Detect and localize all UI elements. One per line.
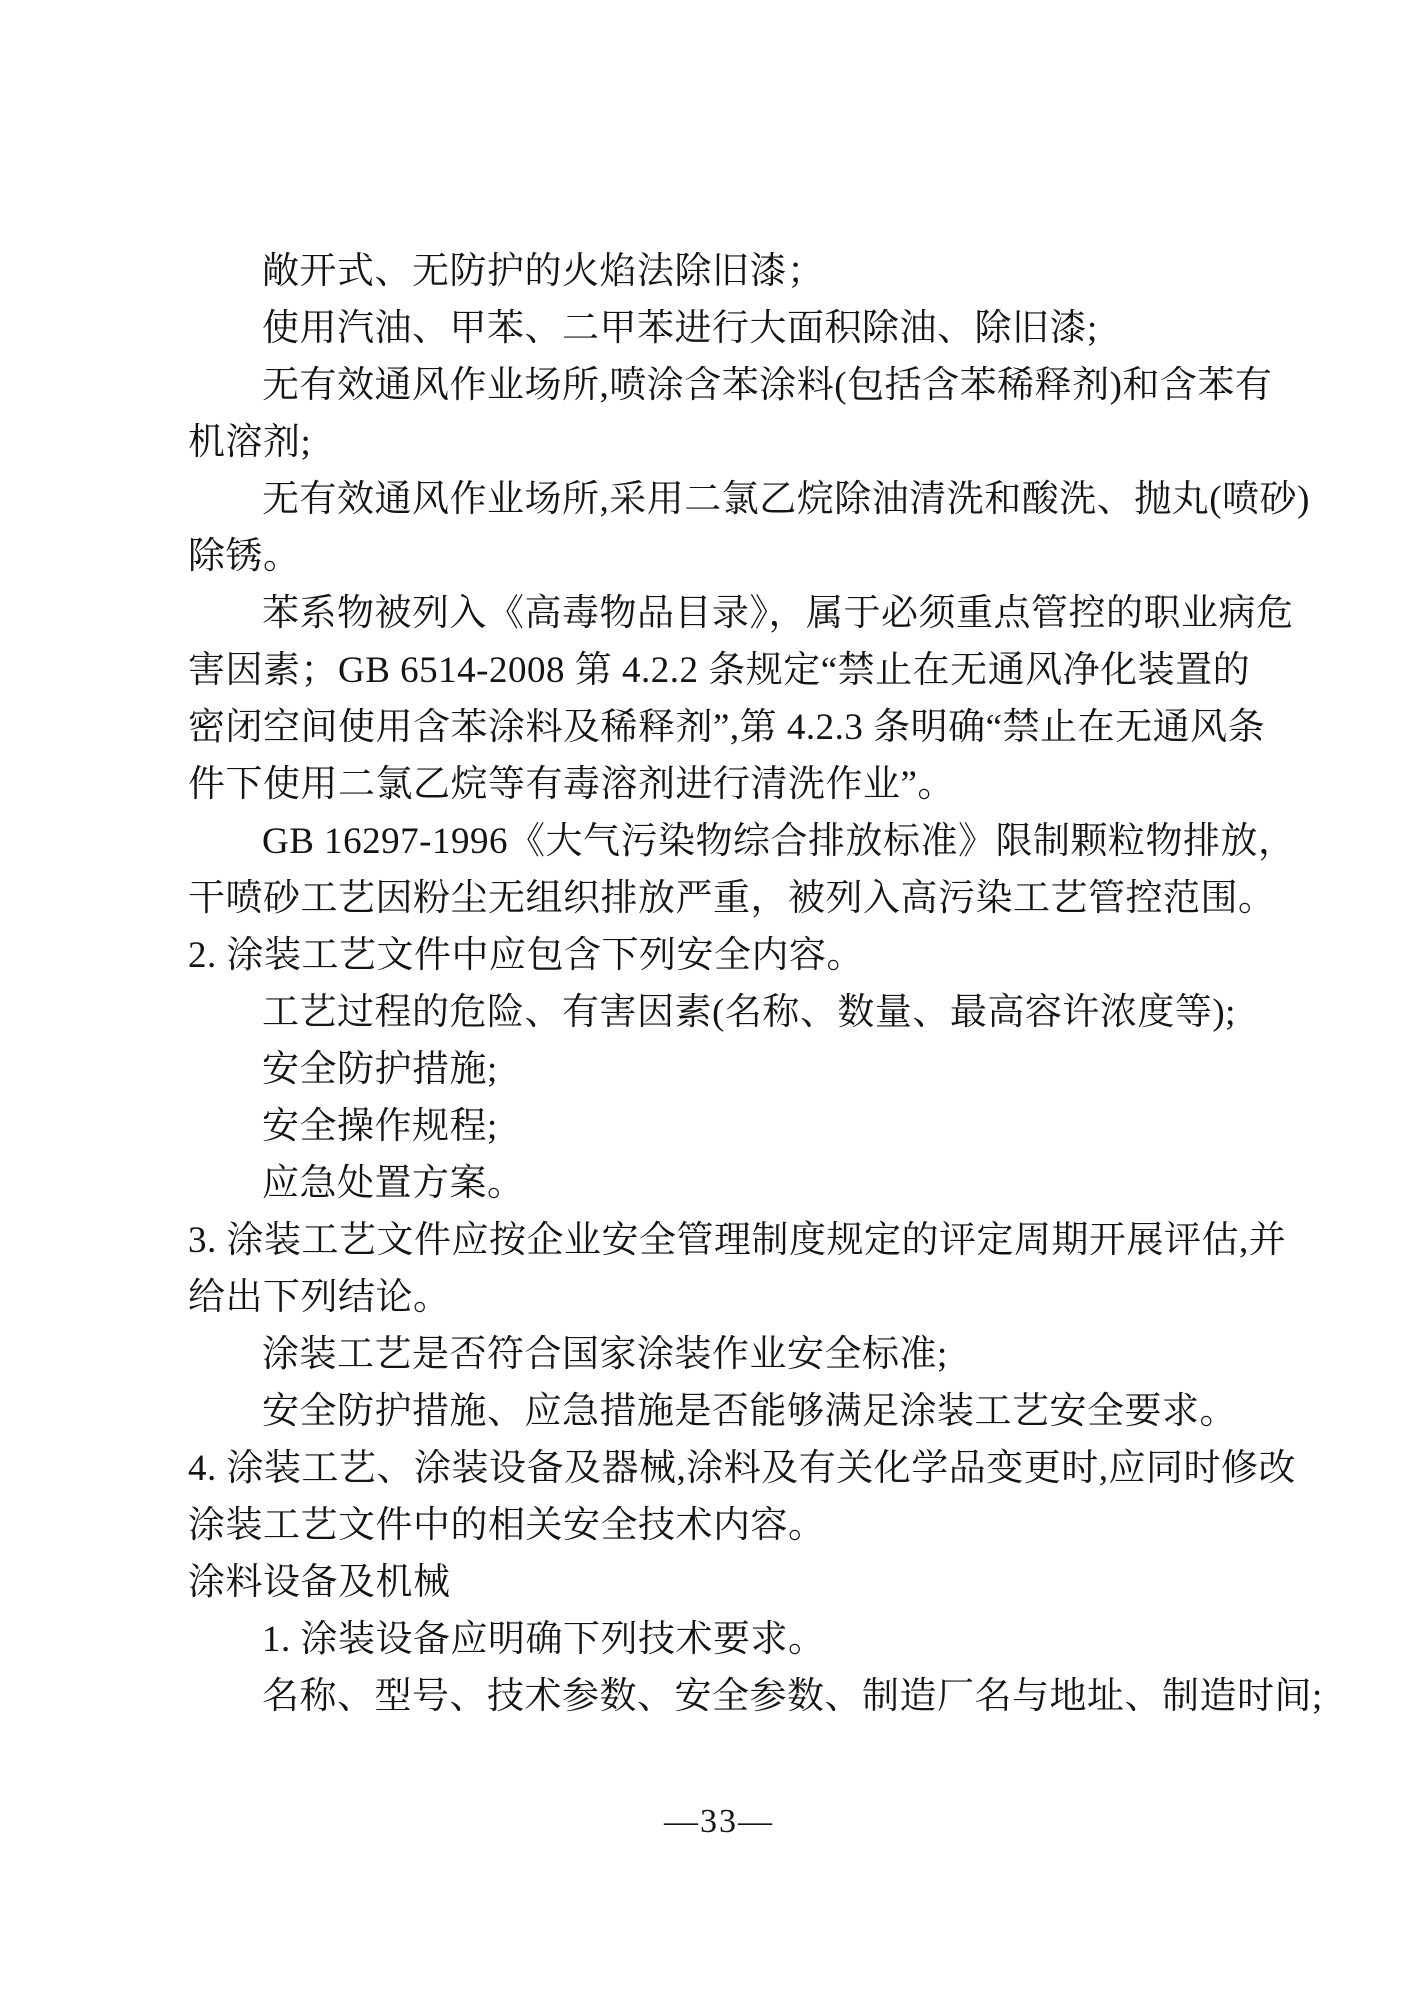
page-number: —33— — [664, 1803, 774, 1840]
document-text-block — [188, 243, 1323, 1725]
text-line: 件下使用二氯乙烷等有毒溶剂进行清洗作业”。 — [188, 764, 955, 805]
text-line: 涂料设备及机械 — [188, 1562, 451, 1603]
text-line: 应急处置方案。 — [262, 1163, 525, 1204]
text-line: 使用汽油、甲苯、二甲苯进行大面积除油、除旧漆; — [262, 308, 1098, 349]
text-line: 2. 涂装工艺文件中应包含下列安全内容。 — [188, 935, 864, 976]
text-line: 害因素；GB 6514-2008 第 4.2.2 条规定“禁止在无通风净化装置的 — [188, 650, 1251, 691]
text-line: 3. 涂装工艺文件应按企业安全管理制度规定的评定周期开展评估,并 — [188, 1220, 1287, 1261]
text-line: 密闭空间使用含苯涂料及稀释剂”,第 4.2.3 条明确“禁止在无通风条 — [188, 707, 1266, 748]
text-line: 无有效通风作业场所,喷涂含苯涂料(包括含苯稀释剂)和含苯有 — [262, 365, 1273, 406]
text-line: GB 16297-1996《大气污染物综合排放标准》限制颗粒物排放， — [262, 821, 1296, 862]
text-line: 安全操作规程; — [262, 1106, 498, 1147]
text-line: 干喷砂工艺因粉尘无组织排放严重，被列入高污染工艺管控范围。 — [188, 878, 1276, 919]
text-line: 工艺过程的危险、有害因素(名称、数量、最高容许浓度等); — [262, 992, 1236, 1033]
text-line: 4. 涂装工艺、涂装设备及器械,涂料及有关化学品变更时,应同时修改 — [188, 1448, 1296, 1489]
text-line: 苯系物被列入《高毒物品目录》，属于必须重点管控的职业病危 — [262, 593, 1294, 634]
text-line: 1. 涂装设备应明确下列技术要求。 — [262, 1619, 826, 1660]
text-line: 安全防护措施、应急措施是否能够满足涂装工艺安全要求。 — [262, 1391, 1237, 1432]
text-line: 敞开式、无防护的火焰法除旧漆； — [262, 251, 825, 292]
text-line: 涂装工艺是否符合国家涂装作业安全标准; — [262, 1334, 948, 1375]
text-line: 无有效通风作业场所,采用二氯乙烷除油清洗和酸洗、抛丸(喷砂) — [262, 479, 1310, 520]
text-line: 除锈。 — [188, 536, 301, 577]
text-line: 机溶剂; — [188, 422, 312, 463]
text-line: 涂装工艺文件中的相关安全技术内容。 — [188, 1505, 826, 1546]
text-line: 安全防护措施; — [262, 1049, 498, 1090]
text-line: 名称、型号、技术参数、安全参数、制造厂名与地址、制造时间; — [262, 1676, 1323, 1717]
text-line: 给出下列结论。 — [188, 1277, 451, 1318]
